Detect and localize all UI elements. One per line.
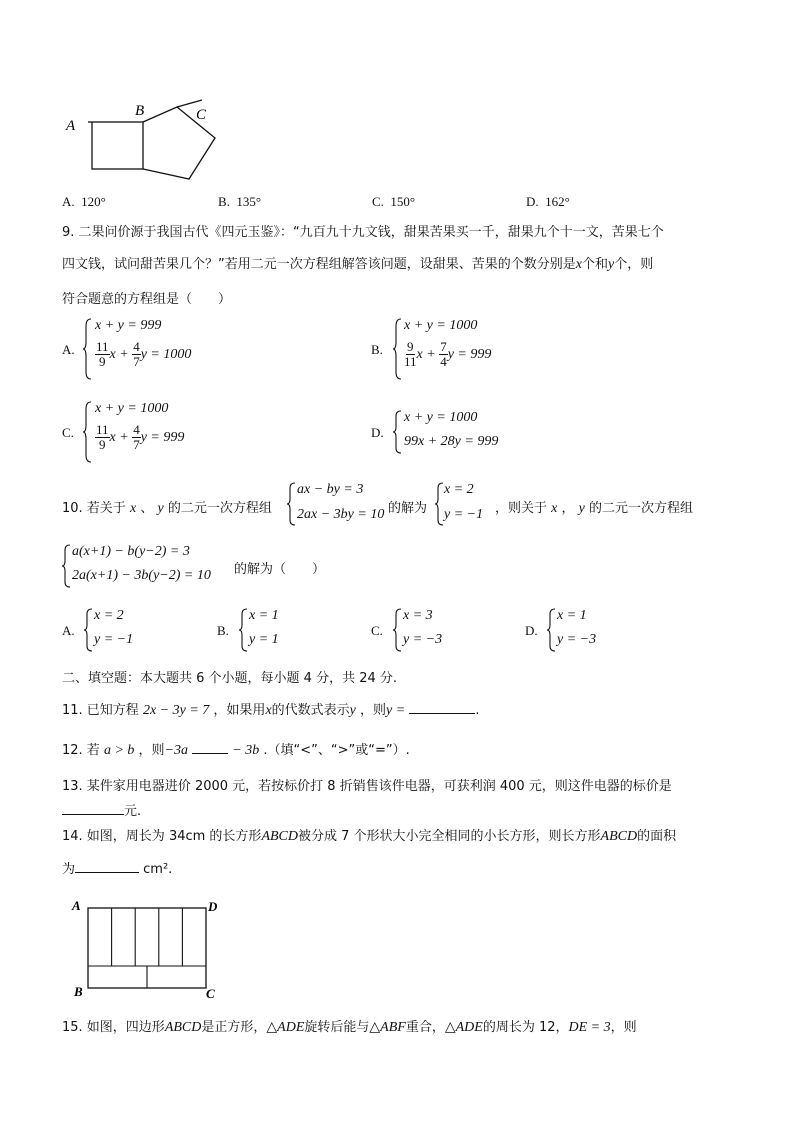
q10-question: 的解为（ ） — [234, 562, 326, 577]
q9-option-c-letter: C. — [62, 425, 74, 440]
q9-option-b-eq2: 9 11 x + $\frac{7}{4}$ y = 999 — [404, 339, 492, 369]
q10-sys1-eq2: 2ax − 3by = 10 — [297, 507, 385, 522]
q10-sys1-eq1: ax − by = 3 — [297, 482, 364, 497]
q10-option-c-letter: C. — [371, 623, 383, 638]
q10-option-c-brace — [393, 608, 403, 652]
square — [92, 122, 143, 169]
label-c: C — [206, 986, 215, 1001]
q8-figure — [62, 96, 232, 188]
q10-intro: 10. 若关于 x 、 y 的二元一次方程组 — [62, 501, 272, 516]
q14-answer-blank[interactable] — [75, 860, 139, 873]
q9-option-a-letter: A. — [62, 342, 75, 357]
q15: 15. 如图，四边形ABCD是正方形，△ADE旋转后能与△ABF重合，△ADE的周长为 12，DE = 3，则 — [62, 1020, 637, 1035]
label-b: B — [135, 103, 145, 119]
q10-option-d-letter: D. — [525, 623, 538, 638]
q9-option-c-eq2: 11 9 x + $\frac{4}{7}$ y = 999 — [96, 422, 185, 452]
label-d: D — [208, 899, 218, 914]
q9-option-c-eq1: x + y = 1000 — [95, 401, 169, 416]
label-b: B — [74, 984, 83, 999]
q14-line2: 为 cm². — [62, 862, 173, 877]
q12: 12. 若 a > b ，则−3a − 3b .（填“<”、“>”或“=”）. — [62, 743, 410, 758]
q9-option-b-letter: B. — [371, 342, 383, 357]
q8-option-b: B. 135° — [218, 194, 262, 209]
q10-option-a-brace — [84, 608, 94, 652]
q11-answer-blank[interactable] — [409, 701, 475, 714]
q13-line1: 13. 某件家用电器进价 2000 元，若按标价打 8 折销售该件电器，可获利润 400 元，则这件电器的标价是 — [62, 779, 672, 794]
q9-option-a-brace — [83, 318, 93, 380]
label-a: A — [66, 118, 76, 134]
label-a: A — [72, 898, 81, 913]
q9-option-d-brace — [393, 410, 403, 454]
q10-option-b-y: y = 1 — [249, 632, 279, 647]
q8-option-d: D. 162° — [526, 194, 570, 209]
q10-option-c-y: y = −3 — [403, 632, 443, 647]
label-c: C — [196, 107, 207, 123]
q10-option-a-x: x = 2 — [94, 608, 124, 623]
q10-option-c-x: x = 3 — [403, 608, 433, 623]
q10-sol-y: y = −1 — [444, 507, 484, 522]
q10-option-d-x: x = 1 — [557, 608, 587, 623]
q14-figure — [68, 896, 228, 1004]
q10-option-b-brace — [239, 608, 249, 652]
q10-option-a-letter: A. — [62, 623, 75, 638]
q8-option-c: C. 150° — [372, 194, 416, 209]
section-heading-fill-in: 二、填空题：本大题共 6 个小题，每小题 4 分，共 24 分. — [62, 671, 398, 686]
q10-option-d-brace — [547, 608, 557, 652]
q10-option-d-y: y = −3 — [557, 632, 597, 647]
q9-option-b-brace — [393, 318, 403, 380]
extension-line — [177, 100, 202, 107]
q10-option-b-x: x = 1 — [249, 608, 279, 623]
q10-sys2-eq2: 2a(x+1) − 3b(y−2) = 10 — [72, 568, 211, 583]
q11: 11. 已知方程 2x − 3y = 7 ，如果用x的代数式表示y ，则y = . — [62, 703, 480, 718]
q14-line1: 14. 如图，周长为 34cm 的长方形ABCD被分成 7 个形状大小完全相同的小长方形，则长方形ABCD的面积 — [62, 829, 677, 844]
q10-sol-x: x = 2 — [444, 482, 474, 497]
q9-line1: 9. 二果问价源于我国古代《四元玉鉴》：“九百九十九文钱，甜果苦果买一千，甜果九个十一文，苦果七个 — [62, 225, 664, 240]
q10-sys2-eq1: a(x+1) − b(y−2) = 3 — [72, 544, 190, 559]
q8-option-a: A. 120° — [62, 194, 106, 209]
q10-solution-label: 的解为 — [388, 501, 428, 516]
q9-option-a-eq1: x + y = 999 — [95, 318, 162, 333]
q13-line2: 元. — [62, 800, 141, 819]
q10-option-b-letter: B. — [217, 623, 229, 638]
q10-sys1-brace — [287, 482, 297, 526]
q9-option-c-brace — [83, 401, 93, 463]
q12-answer-blank[interactable] — [192, 741, 228, 754]
q9-option-d-letter: D. — [371, 425, 384, 440]
q9-option-d-eq2: 99x + 28y = 999 — [404, 434, 499, 449]
q10-option-a-y: y = −1 — [94, 632, 134, 647]
q10-intro-2: ，则关于 x ， y 的二元一次方程组 — [495, 501, 694, 516]
q13-answer-blank[interactable] — [62, 802, 124, 815]
q9-option-d-eq1: x + y = 1000 — [404, 410, 478, 425]
q9-option-b-eq1: x + y = 1000 — [404, 318, 478, 333]
q9-line2: 四文钱，试问甜苦果几个？”若用二元一次方程组解答该问题，设甜果、苦果的个数分别是x个和y个，则 — [62, 257, 654, 272]
q9-option-a-eq2: 11 9 x + $\frac{4}{7}$ y = 1000 — [96, 339, 192, 369]
q9-line3: 符合题意的方程组是（ ） — [62, 292, 232, 307]
q10-sys2-brace — [62, 544, 72, 588]
